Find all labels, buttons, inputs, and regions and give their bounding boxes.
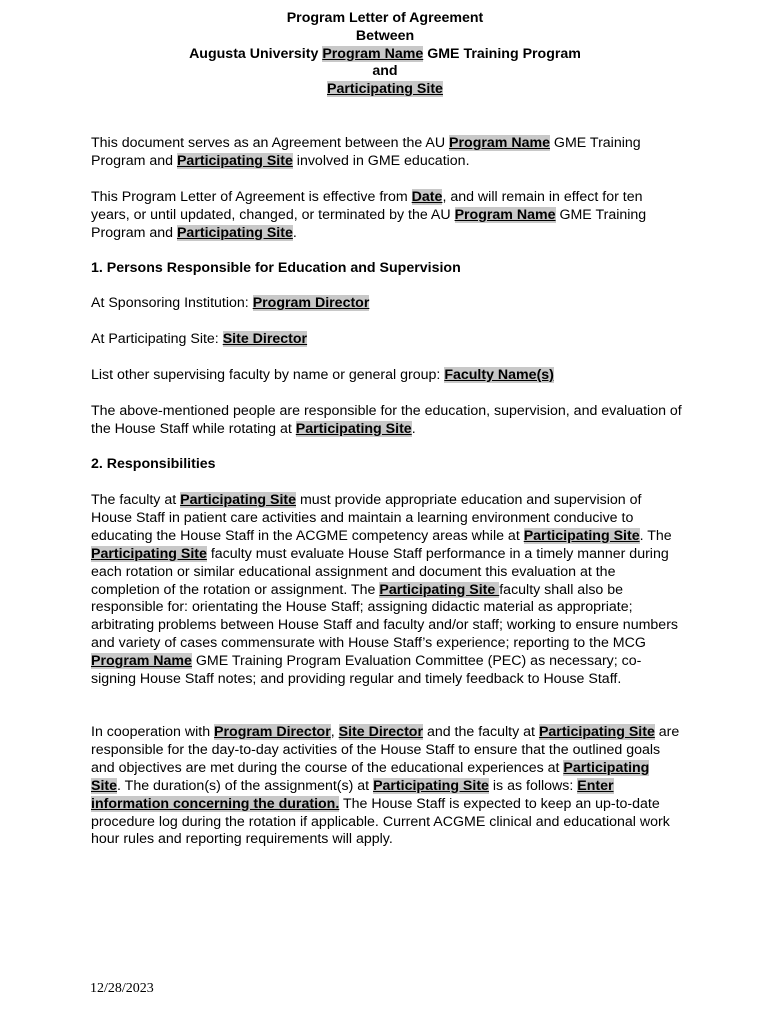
text: . [292, 224, 297, 241]
text: GME Training Program and [91, 135, 641, 169]
program-name-field[interactable]: Program Name [91, 653, 192, 670]
text: In cooperation with [91, 724, 215, 740]
faculty-label: List other supervising faculty by name or general group: [91, 367, 445, 383]
section-heading-1: 1. Persons Responsible for Education and Supervision [91, 260, 461, 276]
participating-site-field[interactable]: Participating Site [327, 81, 443, 98]
text: must provide appropriate education and supervision of House Staff in patient care activities and maintain a learning environment conducive to educating the House Staff in the ACGME competency areas while at [91, 492, 642, 544]
faculty-names-field[interactable]: Faculty Name(s) [444, 367, 554, 383]
duration-field[interactable]: Enter information concerning the duration. [91, 777, 614, 812]
paragraph-intro [91, 135, 683, 171]
participating-site-field[interactable]: Participating Site [295, 420, 412, 437]
site-label: At Participating Site: [91, 331, 223, 347]
text: faculty must evaluate House Staff performance in a timely manner during each rotation or similar educational assignment and document this evaluation at the completion of the rotation or assignment. The [91, 545, 669, 598]
text: . The duration(s) of the assignment(s) at [117, 777, 374, 794]
text: . The [639, 527, 672, 544]
site-line [91, 331, 683, 349]
text: The above-mentioned people are responsible for the education, supervision, and evaluation of the House Staff while rotating at [91, 403, 682, 437]
program-name-field[interactable]: Program Name [454, 206, 556, 223]
text: The House Staff is expected to keep an up-to-date procedure log during the rotation if applicable. Current ACGME clinical and educational work hour rules and reporting requirements will apply. [91, 795, 670, 848]
title-line-4: and [372, 63, 398, 80]
participating-site-field[interactable]: Participating Site [91, 759, 650, 794]
paragraph-cooperation [91, 724, 683, 849]
participating-site-field[interactable]: Participating Site [373, 777, 489, 794]
faculty-line [91, 367, 683, 385]
sponsor-line [91, 295, 683, 313]
title-text: GME Training Program [423, 45, 581, 62]
paragraph-responsible-people [91, 403, 683, 439]
text: GME Training Program Evaluation Committee (PEC) as necessary; co-signing House Staff notes; and providing regular and timely feedback to House Staff. [91, 653, 642, 688]
document-title [0, 10, 770, 99]
text: and the faculty at [423, 724, 539, 740]
program-director-field[interactable]: Program Director [214, 724, 331, 740]
text: This Program Letter of Agreement is effective from [91, 189, 412, 205]
text: faculty shall also be responsible for: orientating the House Staff; assigning didactic material as appropriate; arbitrating problems between House Staff and faculty and/or staff; working to ensure numbers and variety of cases commensurate with House Staff’s experience; reporting to the MCG [91, 581, 679, 652]
paragraph-effective [91, 189, 683, 243]
participating-site-field[interactable]: Participating Site [176, 224, 293, 241]
site-director-field[interactable]: Site Director [222, 331, 308, 347]
paragraph-responsibilities [91, 492, 683, 689]
footer-date: 12/28/2023 [90, 981, 154, 996]
text: , [330, 724, 339, 740]
title-line-5 [0, 81, 770, 99]
participating-site-field[interactable]: Participating Site [91, 545, 207, 562]
text: are responsible for the day-to-day activities of the House Staff to ensure that the outlined goals and objectives are met during the course of the educational experiences at [91, 724, 680, 776]
title-line-1: Program Letter of Agreement [286, 10, 484, 26]
participating-site-field[interactable]: Participating Site [523, 527, 640, 544]
program-director-field[interactable]: Program Director [252, 295, 370, 311]
program-name-field[interactable]: Program Name [322, 45, 424, 62]
participating-site-field[interactable]: Participating Site [538, 724, 655, 740]
site-director-field[interactable]: Site Director [338, 724, 423, 740]
title-line-2: Between [355, 27, 415, 44]
text: GME Training Program and [91, 206, 647, 241]
program-name-field[interactable]: Program Name [449, 135, 550, 151]
title-line-3 [0, 46, 770, 64]
participating-site-field[interactable]: Participating Site [176, 152, 293, 169]
section-heading-2: 2. Responsibilities [91, 456, 216, 472]
date-field[interactable]: Date [411, 189, 443, 205]
text: . [411, 420, 416, 437]
text: involved in GME education. [292, 152, 470, 169]
text: This document serves as an Agreement between the AU [91, 135, 450, 151]
participating-site-field[interactable]: Participating Site [180, 492, 296, 508]
text: The faculty at [91, 492, 181, 508]
sponsor-label: At Sponsoring Institution: [91, 295, 253, 311]
text: is as follows: [488, 777, 578, 794]
title-text: Augusta University [189, 45, 323, 62]
text: , and will remain in effect for ten years, or until updated, changed, or terminated by the AU [91, 189, 643, 223]
participating-site-field[interactable]: Participating Site [379, 581, 500, 598]
